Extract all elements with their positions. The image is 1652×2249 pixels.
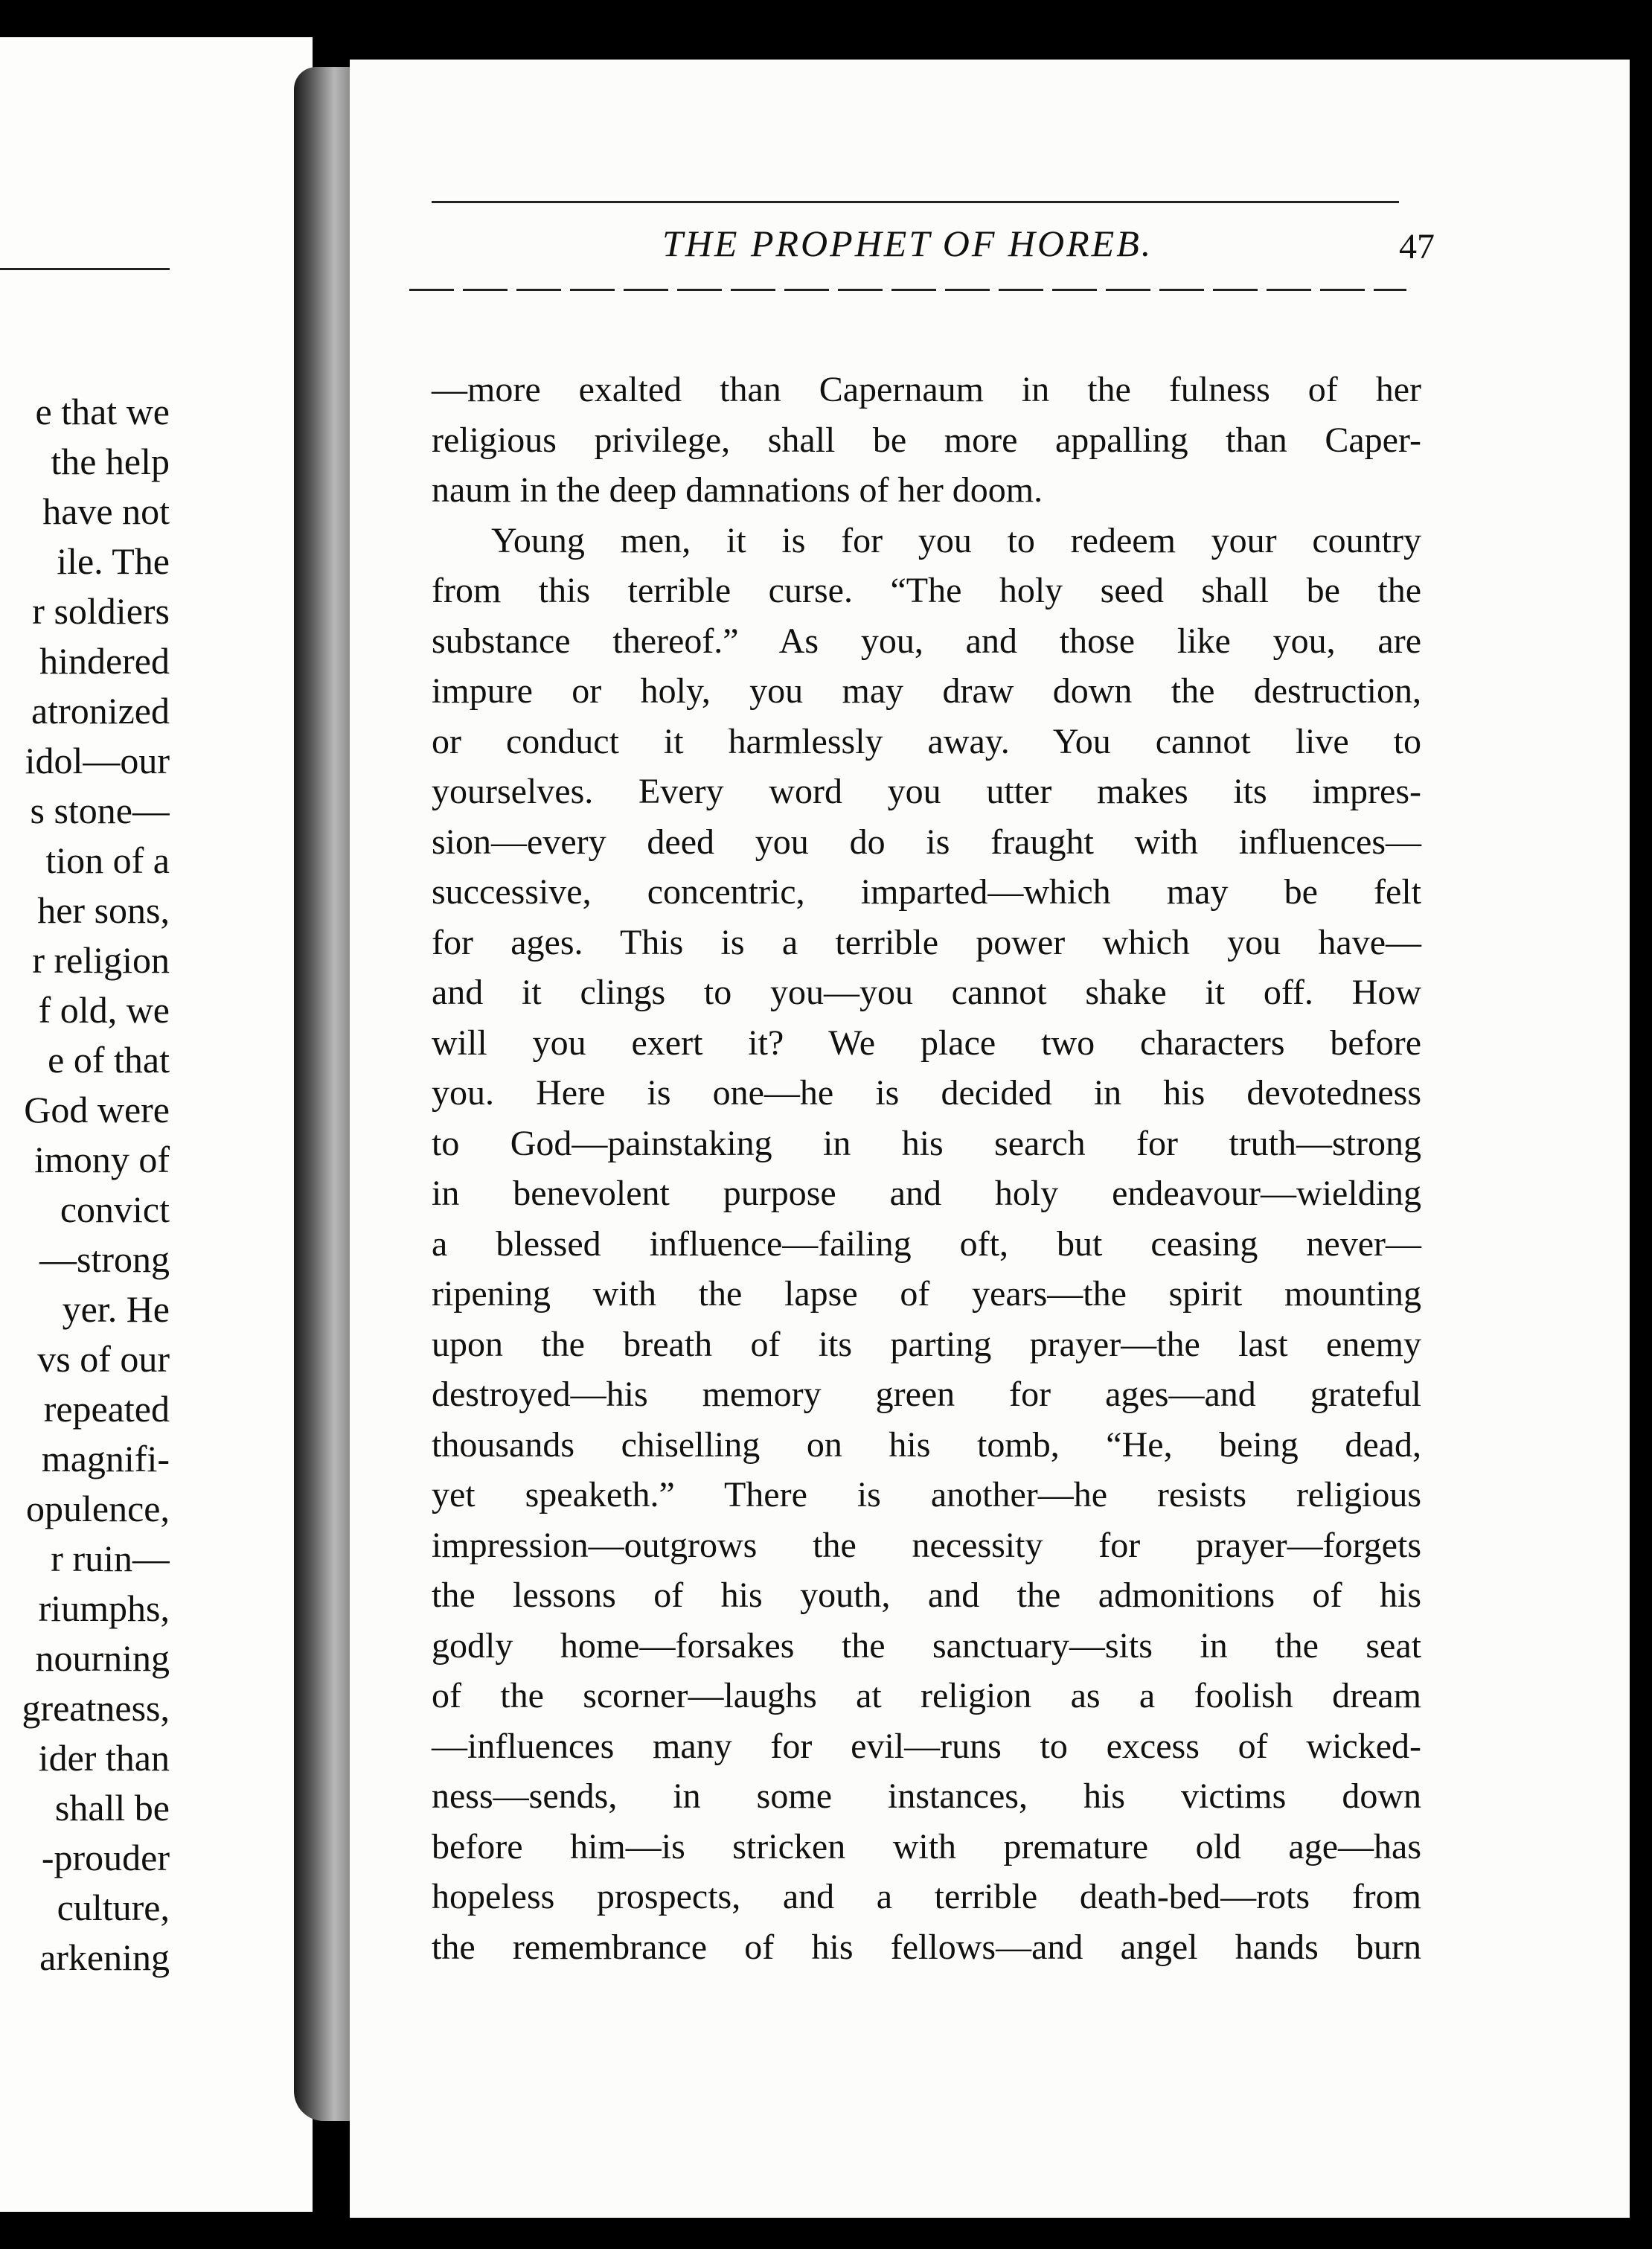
left-line: imony of (34, 1139, 170, 1180)
right-page (350, 60, 1630, 2218)
left-line: culture, (57, 1887, 170, 1928)
left-line: opulence, (26, 1488, 170, 1529)
running-head (409, 201, 1511, 320)
left-line: the help (51, 441, 170, 482)
text-line: for ages. This is a terrible power which you have— (432, 922, 1421, 962)
text-line: successive, concentric, imparted—which may be felt (432, 872, 1421, 912)
text-line: of the scorner—laughs at religion as a foolish dream (432, 1676, 1421, 1715)
left-line: nourning (35, 1637, 170, 1679)
left-line: r ruin— (51, 1538, 170, 1579)
left-line: magnifi- (41, 1438, 170, 1479)
text-line: ripening with the lapse of years—the spirit mounting (432, 1274, 1421, 1314)
text-line: substance thereof.” As you, and those like you, are (432, 621, 1421, 661)
body-text (432, 365, 1421, 1972)
text-line: religious privilege, shall be more appalling than Caper- (432, 420, 1421, 460)
text-line: and it clings to you—you cannot shake it off. How (432, 973, 1421, 1012)
text-line: yourselves. Every word you utter makes its impres- (432, 772, 1421, 811)
text-line: to God—painstaking in his search for truth—strong (432, 1123, 1421, 1163)
left-line: e of that (48, 1039, 170, 1081)
left-line: ider than (38, 1737, 170, 1779)
left-line: r soldiers (32, 590, 170, 632)
text-line: or conduct it harmlessly away. You cannot live to (432, 721, 1421, 761)
page-number: 47 (1399, 227, 1435, 266)
text-line: —more exalted than Capernaum in the fulness of her (432, 370, 1421, 409)
text-line: before him—is stricken with premature old age—has (432, 1826, 1421, 1866)
text-line: yet speaketh.” There is another—he resists religious (432, 1475, 1421, 1514)
running-head-title: THE PROPHET OF HOREB. (662, 223, 1153, 264)
text-line: from this terrible curse. “The holy seed shall be the (432, 571, 1421, 610)
left-page-rule (0, 268, 170, 270)
text-line: ness—sends, in some instances, his victims down (432, 1776, 1421, 1816)
text-line: upon the breath of its parting prayer—the last enemy (432, 1324, 1421, 1364)
text-line: a blessed influence—failing oft, but ceasing never— (432, 1223, 1421, 1264)
left-line: ile. The (57, 540, 170, 582)
left-facing-page (0, 37, 313, 2212)
text-line: —influences many for evil—runs to excess of wicked- (432, 1726, 1421, 1766)
left-line: convict (60, 1189, 170, 1230)
left-line: riumphs, (38, 1587, 170, 1629)
left-line: —strong (39, 1238, 170, 1280)
left-page-text (0, 387, 170, 1983)
text-line: godly home—forsakes the sanctuary—sits in the seat (432, 1625, 1421, 1666)
left-line: vs of our (37, 1338, 170, 1380)
left-line: idol—our (25, 740, 170, 781)
text-line: destroyed—his memory green for ages—and grateful (432, 1375, 1421, 1414)
left-line: r religion (32, 939, 170, 981)
left-line: arkening (39, 1936, 170, 1978)
header-rule-top (432, 201, 1399, 203)
text-line: in benevolent purpose and holy endeavour—wielding (432, 1174, 1421, 1213)
left-line: greatness, (22, 1687, 170, 1729)
left-line: have not (42, 490, 170, 532)
text-line: sion—every deed you do is fraught with influences— (432, 822, 1421, 862)
left-line: yer. He (62, 1288, 170, 1330)
left-line: atronized (31, 690, 170, 732)
text-line: impression—outgrows the necessity for prayer—forgets (432, 1525, 1421, 1565)
text-line: hopeless prospects, and a terrible death-bed—rots from (432, 1877, 1421, 1916)
left-line: shall be (54, 1787, 170, 1829)
text-line: the remembrance of his fellows—and angel hands burn (432, 1927, 1421, 1967)
left-line: e that we (35, 391, 170, 432)
text-line: naum in the deep damnations of her doom. (432, 470, 1043, 510)
text-line: will you exert it? We place two characters before (432, 1023, 1421, 1063)
paragraph-first-line: Young men, it is for you to redeem your country (491, 520, 1421, 560)
left-line: f old, we (38, 989, 170, 1031)
header-rule-bottom (409, 289, 1406, 291)
left-line: hindered (39, 640, 170, 682)
text-line: the lessons of his youth, and the admonitions of his (432, 1575, 1421, 1615)
left-line: tion of a (45, 839, 170, 881)
left-line: her sons, (37, 889, 170, 931)
left-line: repeated (43, 1388, 170, 1430)
left-line: s stone— (30, 790, 170, 831)
text-line: you. Here is one—he is decided in his devotedness (432, 1073, 1421, 1113)
left-line: -prouder (41, 1837, 170, 1878)
text-line: thousands chiselling on his tomb, “He, being dead, (432, 1424, 1421, 1465)
left-line: God were (24, 1089, 170, 1130)
text-line: impure or holy, you may draw down the destruction, (432, 671, 1421, 711)
